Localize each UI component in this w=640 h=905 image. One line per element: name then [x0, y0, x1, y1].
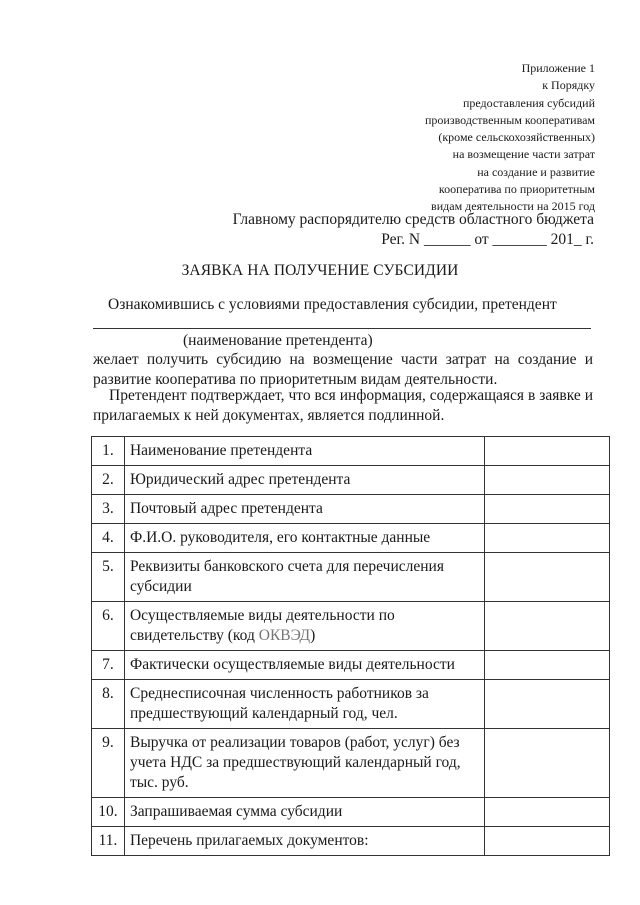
appendix-line: к Порядку: [542, 78, 595, 93]
row-number: 2.: [92, 466, 125, 495]
table-row: [92, 466, 610, 495]
paragraph-confirmation: Претендент подтверждает, что вся информация, содержащаяся в заявке и прилагаемых к ней документах, является подлинной.: [93, 387, 593, 424]
table-row: [92, 798, 610, 827]
row-value-cell[interactable]: [485, 524, 610, 553]
row-label: Выручка от реализации товаров (работ, услуг) без учета НДС за предшествующий календарный год, тыс. руб.: [124, 729, 484, 798]
row-label: Среднесписочная численность работников за предшествующий календарный год, чел.: [124, 680, 484, 729]
row-number: 1.: [92, 437, 125, 466]
row-label: Почтовый адрес претендента: [124, 495, 484, 524]
row-value-cell[interactable]: [485, 495, 610, 524]
row-label: Ф.И.О. руководителя, его контактные данные: [124, 524, 484, 553]
row-number: 5.: [92, 553, 125, 602]
row-label: Перечень прилагаемых документов:: [124, 827, 484, 856]
document-title: ЗАЯВКА НА ПОЛУЧЕНИЕ СУБСИДИИ: [181, 262, 459, 279]
applicant-name-line[interactable]: [93, 328, 591, 329]
row-value-cell[interactable]: [485, 602, 610, 651]
row-value-cell[interactable]: [485, 651, 610, 680]
applicant-name-caption: (наименование претендента): [183, 332, 373, 349]
row-value-cell[interactable]: [485, 798, 610, 827]
table-row: [92, 729, 610, 798]
table-row: [92, 524, 610, 553]
row-number: 8.: [92, 680, 125, 729]
intro-text: Ознакомившись с условиями предоставления субсидии, претендент: [108, 296, 557, 313]
registration-line: Рег. N ______ от _______ 201_ г.: [381, 231, 594, 248]
appendix-line: видам деятельности на 2015 год: [431, 199, 595, 214]
row-label: [124, 602, 484, 651]
appendix-line: на возмещение части затрат: [452, 147, 595, 162]
table-row: [92, 602, 610, 651]
recipient-block: [174, 210, 594, 250]
row-number: 7.: [92, 651, 125, 680]
paragraph-request: желает получить субсидию на возмещение части затрат на создание и развитие кооператива по приоритетным видам деятельности.: [93, 351, 593, 388]
row-label-suffix: ): [310, 627, 316, 644]
table-row: [92, 495, 610, 524]
row-label-text: Осуществляемые виды деятельности по свидетельству (код: [129, 607, 395, 644]
row-label: Наименование претендента: [124, 437, 484, 466]
row-value-cell[interactable]: [485, 827, 610, 856]
row-number: 11.: [92, 827, 125, 856]
appendix-line: Приложение 1: [521, 61, 595, 75]
table-row: [92, 680, 610, 729]
table-row: [92, 437, 610, 466]
appendix-header: [295, 60, 595, 216]
appendix-line: производственным кооперативам: [425, 112, 595, 127]
row-label: Юридический адрес претендента: [124, 466, 484, 495]
row-label: Фактически осуществляемые виды деятельности: [124, 651, 484, 680]
appendix-line: на создание и развитие: [477, 164, 595, 179]
appendix-line: предоставления субсидий: [462, 95, 595, 110]
row-number: 9.: [92, 729, 125, 798]
table-row: [92, 553, 610, 602]
row-value-cell[interactable]: [485, 729, 610, 798]
row-value-cell[interactable]: [485, 466, 610, 495]
table-row: [92, 651, 610, 680]
row-number: 4.: [92, 524, 125, 553]
row-value-cell[interactable]: [485, 437, 610, 466]
okved-link[interactable]: ОКВЭД: [258, 627, 311, 644]
appendix-line: (кроме сельскохозяйственных): [438, 130, 595, 145]
row-value-cell[interactable]: [485, 553, 610, 602]
row-number: 3.: [92, 495, 125, 524]
appendix-line: кооператива по приоритетным: [438, 182, 595, 197]
application-table: [91, 436, 610, 856]
row-label: Запрашиваемая сумма субсидии: [124, 798, 484, 827]
table-row: [92, 827, 610, 856]
recipient-line: Главному распорядителю средств областного бюджета: [232, 211, 594, 228]
row-number: 6.: [92, 602, 125, 651]
row-value-cell[interactable]: [485, 680, 610, 729]
row-number: 10.: [92, 798, 125, 827]
row-label: Реквизиты банковского счета для перечисления субсидии: [124, 553, 484, 602]
